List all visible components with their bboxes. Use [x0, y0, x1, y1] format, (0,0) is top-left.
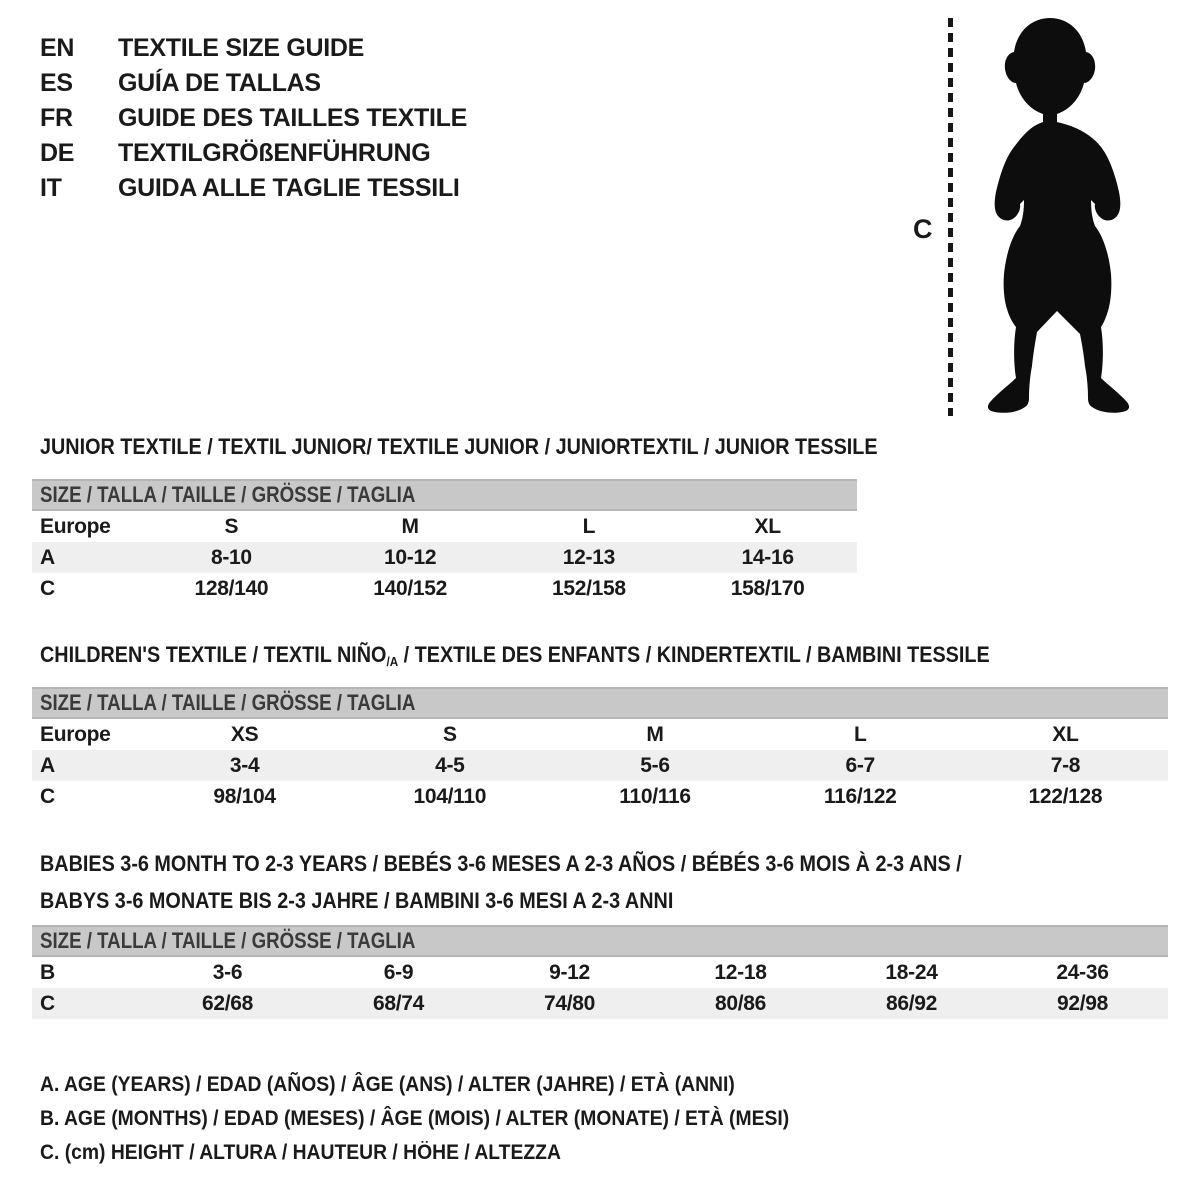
cell-value: 86/92 — [885, 992, 938, 1015]
cell-value: 116/122 — [823, 785, 897, 808]
cell-value: 24-36 — [1056, 961, 1109, 984]
cell-value: M — [646, 723, 664, 746]
row-label: C — [40, 992, 55, 1015]
legend-line-b — [40, 1102, 854, 1136]
language-row — [40, 171, 467, 206]
legend-line-a — [40, 1068, 854, 1102]
row-label: A — [40, 754, 55, 777]
babies-size-header-bar — [32, 925, 1168, 957]
cell-value: XS — [230, 723, 259, 746]
cell-value: L — [853, 723, 867, 746]
cell-value: 14-16 — [741, 546, 794, 569]
language-code: FR — [40, 104, 73, 132]
babies-size-table — [32, 925, 1168, 1019]
cell-value: 6-9 — [383, 961, 414, 984]
cell-value: 128/140 — [194, 577, 269, 600]
cell-value: 140/152 — [373, 577, 448, 600]
legend-text-a: A. AGE (YEARS) / EDAD (AÑOS) / ÂGE (ANS) / ALTER (JAHRE) / ETÀ (ANNI) — [40, 1073, 735, 1096]
legend-line-c — [40, 1136, 854, 1170]
babies-heading-line1: BABIES 3-6 MONTH TO 2-3 YEARS / BEBÉS 3-6 MESES A 2-3 AÑOS / BÉBÉS 3-6 MOIS À 2-3 ANS / — [40, 851, 962, 876]
babies-section-heading — [40, 845, 1064, 919]
size-header-text: SIZE / TALLA / TAILLE / GRÖSSE / TAGLIA — [40, 482, 416, 507]
row-label: A — [40, 546, 55, 569]
cell-value: 92/98 — [1056, 992, 1109, 1015]
cell-value: 18-24 — [885, 961, 938, 984]
children-heading-post: / TEXTILE DES ENFANTS / KINDERTEXTIL / BAMBINI TESSILE — [398, 642, 990, 667]
children-heading-text — [40, 643, 990, 670]
size-header-text: SIZE / TALLA / TAILLE / GRÖSSE / TAGLIA — [40, 928, 416, 953]
row-label: B — [40, 961, 55, 984]
cell-value: 9-12 — [549, 961, 590, 984]
language-row — [40, 136, 467, 171]
cell-value: 104/110 — [413, 785, 487, 808]
junior-section-heading — [40, 435, 971, 459]
babies-heading-line2: BABYS 3-6 MONATE BIS 2-3 JAHRE / BAMBINI 3-6 MESI A 2-3 ANNI — [40, 888, 674, 913]
guide-title: GUÍA DE TALLAS — [118, 69, 321, 97]
language-code: IT — [40, 174, 62, 202]
cell-value: 122/128 — [1028, 785, 1103, 808]
cell-value: 152/158 — [551, 577, 626, 600]
height-measure-dashed-line — [948, 18, 953, 416]
cell-value: 8-10 — [210, 546, 252, 569]
cell-value: 4-5 — [435, 754, 465, 777]
cell-value: 10-12 — [384, 546, 437, 569]
junior-size-table — [32, 479, 857, 604]
guide-title: TEXTILGRÖßENFÜHRUNG — [118, 139, 431, 167]
children-section-heading — [40, 643, 1095, 670]
cell-value: 6-7 — [845, 754, 875, 777]
table-row — [32, 781, 1168, 812]
table-row — [32, 511, 857, 542]
cell-value: 12-18 — [714, 961, 767, 984]
cell-value: 110/116 — [619, 785, 691, 808]
children-heading-pre: CHILDREN'S TEXTILE / TEXTIL NIÑO — [40, 642, 387, 667]
toddler-silhouette — [963, 16, 1140, 418]
children-size-header-bar — [32, 687, 1168, 719]
language-title-block — [40, 31, 467, 206]
legend-text-b: B. AGE (MONTHS) / EDAD (MESES) / ÂGE (MOIS) / ALTER (MONATE) / ETÀ (MESI) — [40, 1107, 790, 1130]
table-row — [32, 957, 1168, 988]
cell-value: 5-6 — [640, 754, 670, 777]
cell-value: 98/104 — [213, 785, 276, 808]
row-label: C — [40, 785, 55, 808]
table-row — [32, 988, 1168, 1019]
language-code: ES — [40, 69, 73, 97]
language-row — [40, 66, 467, 101]
table-row — [32, 542, 857, 573]
table-row — [32, 573, 857, 604]
cell-value: XL — [754, 515, 781, 538]
cell-value: S — [224, 515, 239, 538]
cell-value: 12-13 — [562, 546, 615, 569]
junior-heading-text: JUNIOR TEXTILE / TEXTIL JUNIOR/ TEXTILE JUNIOR / JUNIORTEXTIL / JUNIOR TESSILE — [40, 434, 878, 459]
language-code: DE — [40, 139, 75, 167]
guide-title: GUIDE DES TAILLES TEXTILE — [118, 104, 468, 132]
cell-value: 80/86 — [714, 992, 767, 1015]
cell-value: 62/68 — [201, 992, 254, 1015]
cell-value: 68/74 — [372, 992, 425, 1015]
cell-value: 3-4 — [229, 754, 260, 777]
guide-title: TEXTILE SIZE GUIDE — [118, 34, 365, 62]
table-row — [32, 719, 1168, 750]
table-row — [32, 750, 1168, 781]
size-header-text: SIZE / TALLA / TAILLE / GRÖSSE / TAGLIA — [40, 690, 416, 715]
cell-value: 7-8 — [1050, 754, 1081, 777]
height-measure-label: C — [913, 214, 933, 244]
cell-value: S — [442, 723, 457, 746]
language-row — [40, 31, 467, 66]
row-label: Europe — [40, 723, 111, 746]
row-label: Europe — [40, 515, 111, 538]
cell-value: M — [401, 515, 419, 538]
cell-value: 74/80 — [543, 992, 596, 1015]
legend-text-c: C. (cm) HEIGHT / ALTURA / HAUTEUR / HÖHE / ALTEZZA — [40, 1141, 561, 1164]
junior-size-header-bar — [32, 479, 857, 511]
language-row — [40, 101, 467, 136]
cell-value: L — [582, 515, 596, 538]
cell-value: XL — [1052, 723, 1079, 746]
measurement-legend — [40, 1068, 854, 1170]
guide-title: GUIDA ALLE TAGLIE TESSILI — [118, 174, 460, 202]
children-size-table — [32, 687, 1168, 812]
children-heading-sub: /A — [386, 654, 399, 669]
cell-value: 158/170 — [730, 577, 805, 600]
language-code: EN — [40, 34, 75, 62]
row-label: C — [40, 577, 55, 600]
cell-value: 3-6 — [212, 961, 243, 984]
